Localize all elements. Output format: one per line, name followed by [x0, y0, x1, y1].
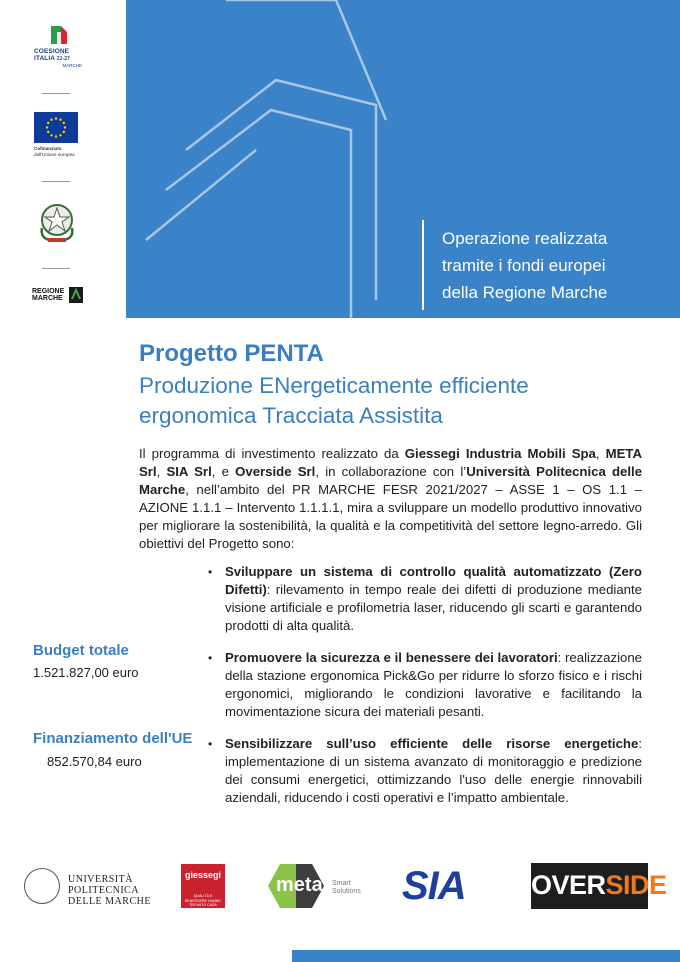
- marche-text: [32, 288, 64, 302]
- hero-caption: [442, 225, 672, 306]
- intro-text: ,: [595, 446, 606, 461]
- eu-caption-line2: dall'Unione europea: [34, 152, 75, 157]
- objectives-list: [208, 563, 642, 807]
- intro-text: , nell’ambito del PR MARCHE FESR 2021/2027 – ASSE 1 – OS 1.1 – AZIONE 1.1.1 – Intervento 1.1.1.1, mira a sviluppare un modello produttivo innovativo per migliorare la sostenibilità, la qualità e la competitività del settore legno-arredo. Gli obiettivi del Progetto sono:: [139, 482, 642, 551]
- list-item: [208, 563, 642, 635]
- objective-heading: Sensibilizzare sull’uso efficiente delle risorse energetiche: [225, 736, 639, 751]
- meta-logo: [266, 862, 376, 910]
- intro-text: ,: [156, 464, 167, 479]
- budget-total-label: Budget totale: [33, 642, 129, 659]
- intro-bold: META Srl: [139, 446, 643, 479]
- univpm-logo: [24, 866, 154, 910]
- overside-text: [531, 870, 667, 901]
- intro-text: , in collaborazione con l’: [315, 464, 467, 479]
- coesione-region: MARCHE: [62, 63, 82, 68]
- eu-caption-line1: Cofinanziato: [34, 146, 62, 151]
- intro-paragraph: [139, 445, 642, 553]
- intro-bold: SIA Srl: [166, 464, 212, 479]
- subtitle-line2: ergonomica Tracciata Assistita: [139, 403, 443, 428]
- list-item: [208, 649, 642, 721]
- coesione-line1: COESIONE: [34, 48, 70, 55]
- coesione-line2: [34, 55, 82, 63]
- overside-part2: SIDE: [605, 870, 667, 900]
- institutional-logos: [0, 0, 112, 318]
- coesione-mark-icon: [47, 24, 69, 46]
- divider: [42, 93, 70, 94]
- eu-funding-value: 852.570,84 euro: [47, 754, 142, 769]
- meta-tagline: [332, 880, 361, 896]
- intro-bold: Overside Srl: [235, 464, 316, 479]
- univpm-line2: POLITECNICA: [68, 885, 140, 896]
- objective-heading: Promuovere la sicurezza e il benessere dei lavoratori: [225, 650, 558, 665]
- intro-bold: Università Politecnica delle Marche: [139, 464, 643, 497]
- hero-line: Operazione realizzata: [442, 229, 608, 248]
- objective-text: : rilevamento in tempo reale dei difetti di produzione mediante visione artificiale e profilometria laser, riducendo gli scarti e garantendo prodotti di alta qualità.: [225, 582, 642, 633]
- giessegi-logo: [181, 864, 225, 908]
- objective-heading: Sviluppare un sistema di controllo qualità automatizzato (Zero Difetti): [225, 564, 642, 597]
- divider: [42, 181, 70, 182]
- hero-line: tramite i fondi europei: [442, 256, 606, 275]
- sia-logo: SIA: [402, 864, 466, 908]
- meta-tag1: Smart: [332, 880, 351, 887]
- coesione-italia-logo: [34, 24, 82, 68]
- partner-logos: [0, 850, 680, 922]
- marche-emblem-icon: [69, 287, 83, 303]
- eu-funding-label: Finanziamento dell'UE: [33, 730, 193, 747]
- regione-marche-logo: [32, 286, 88, 304]
- univpm-line3: DELLE MARCHE: [68, 896, 151, 907]
- giessegi-name: giessegi: [184, 870, 222, 880]
- intro-text: , e: [211, 464, 236, 479]
- overside-part1: OVER: [531, 870, 606, 900]
- hero-line: della Regione Marche: [442, 283, 608, 302]
- coesione-italia-word: ITALIA: [34, 55, 55, 62]
- list-item: [208, 735, 642, 807]
- bullet-icon: •: [208, 651, 213, 665]
- marche-line1: REGIONE: [32, 287, 65, 295]
- overside-logo: [531, 863, 667, 909]
- coesione-years: 21-27: [56, 56, 71, 62]
- eu-cofinanced-logo: [34, 112, 86, 158]
- project-subtitle: [139, 371, 659, 431]
- coesione-text: [34, 48, 82, 63]
- meta-tag2: Solutions: [332, 888, 361, 895]
- univpm-seal-icon: [24, 868, 60, 904]
- intro-bold: Giessegi Industria Mobili Spa: [404, 446, 596, 461]
- subtitle-line1: Produzione ENergeticamente efficiente: [139, 373, 529, 398]
- intro-text: Il programma di investimento realizzato da: [139, 446, 405, 461]
- hero-banner: [126, 0, 680, 318]
- objective-text: : realizzazione della stazione ergonomica Pick&Go per ridurre lo sforzo fisico e i rischi ergonomici, migliorando le condizioni lavorative e facilitando la movimentazione sicura dei materiali pesanti.: [225, 650, 643, 719]
- eu-flag-icon: [34, 112, 78, 143]
- bullet-icon: •: [208, 565, 213, 579]
- divider: [42, 268, 70, 269]
- eu-caption: [34, 146, 86, 158]
- hero-divider: [422, 220, 424, 310]
- objective-text: : implementazione di un sistema avanzato di monitoraggio e predizione dei consumi energetici, ottimizzando l'uso delle energie rinnovabili aziendali, riducendo i costi operativi e l’impatto ambientale.: [225, 736, 642, 805]
- italian-republic-emblem-icon: [36, 200, 78, 244]
- univpm-text: [68, 874, 151, 907]
- footer-accent-bar: [292, 950, 680, 962]
- project-title: Progetto PENTA: [139, 340, 324, 367]
- meta-name: meta: [276, 874, 323, 896]
- marche-line2: MARCHE: [32, 294, 63, 302]
- bullet-icon: •: [208, 737, 213, 751]
- giessegi-tagline: QUALITÀ E BENESSERE HANNO TROVATO CASA: [185, 894, 221, 907]
- budget-total-value: 1.521.827,00 euro: [33, 665, 139, 680]
- univpm-line1: UNIVERSITÀ: [68, 874, 133, 885]
